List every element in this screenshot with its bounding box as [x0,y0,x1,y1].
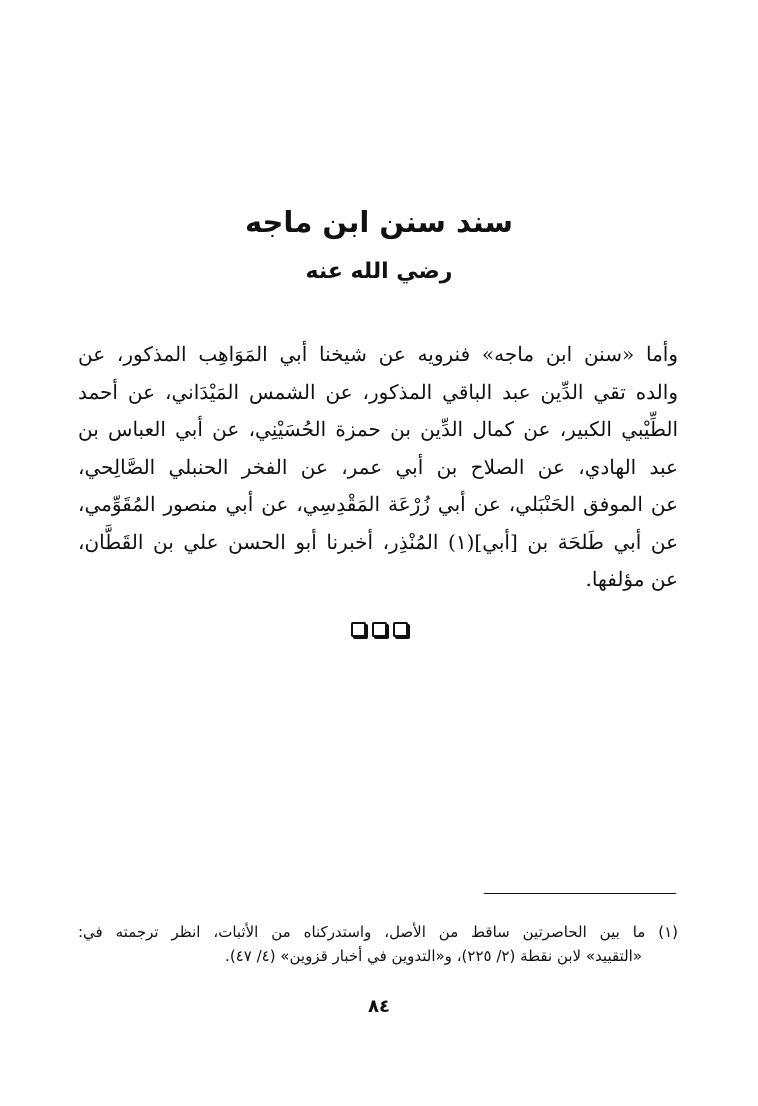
body-line: والده تقي الدِّين عبد الباقي المذكور، عن الشمس المَيْدَاني، عن أحمد [78,379,678,404]
footnote-line: (١) ما بين الحاصرتين ساقط من الأصل، واستدركناه من الأثبات، انظر ترجمته في: [78,923,678,941]
square-ornament-icon [372,622,387,637]
page-number: ٨٤ [368,996,390,1017]
body-paragraph [78,336,678,599]
square-ornament-icon [351,622,366,637]
body-line: عن الموفق الحَنْبَلي، عن أبي زُرْعَة المَقْدِسِي، عن أبي منصور المُقَوِّمي، [78,492,678,516]
footnote [78,920,678,968]
body-line: عبد الهادي، عن الصلاح بن أبي عمر، عن الفخر الحنبلي الصَّالِحي، [78,454,678,479]
body-line: عن أبي طَلحَة بن [أبي](١) المُنْذِر، أخبرنا أبو الحسن علي بن القَطَّان، [78,529,679,554]
section-end-ornament [0,622,758,637]
body-line: وأما «سنن ابن ماجه» فنرويه عن شيخنا أبي المَوَاهِب المذكور، عن [78,342,678,366]
square-ornament-icon [393,622,408,637]
footnote-line: «التقييد» لابن نقطة (٢/ ٢٢٥)، و«التدوين في أخبار قزوين» (٤/ ٤٧). [225,947,642,965]
body-line: الطِّيْبي الكبير، عن كمال الدِّين بن حمزة الحُسَيْنِي، عن أبي العباس بن [78,417,678,441]
body-line: عن مؤلفها. [585,567,678,591]
section-subtitle: رضي الله عنه [305,259,453,284]
section-title: سند سنن ابن ماجه [244,205,514,239]
footnote-separator [484,893,676,894]
